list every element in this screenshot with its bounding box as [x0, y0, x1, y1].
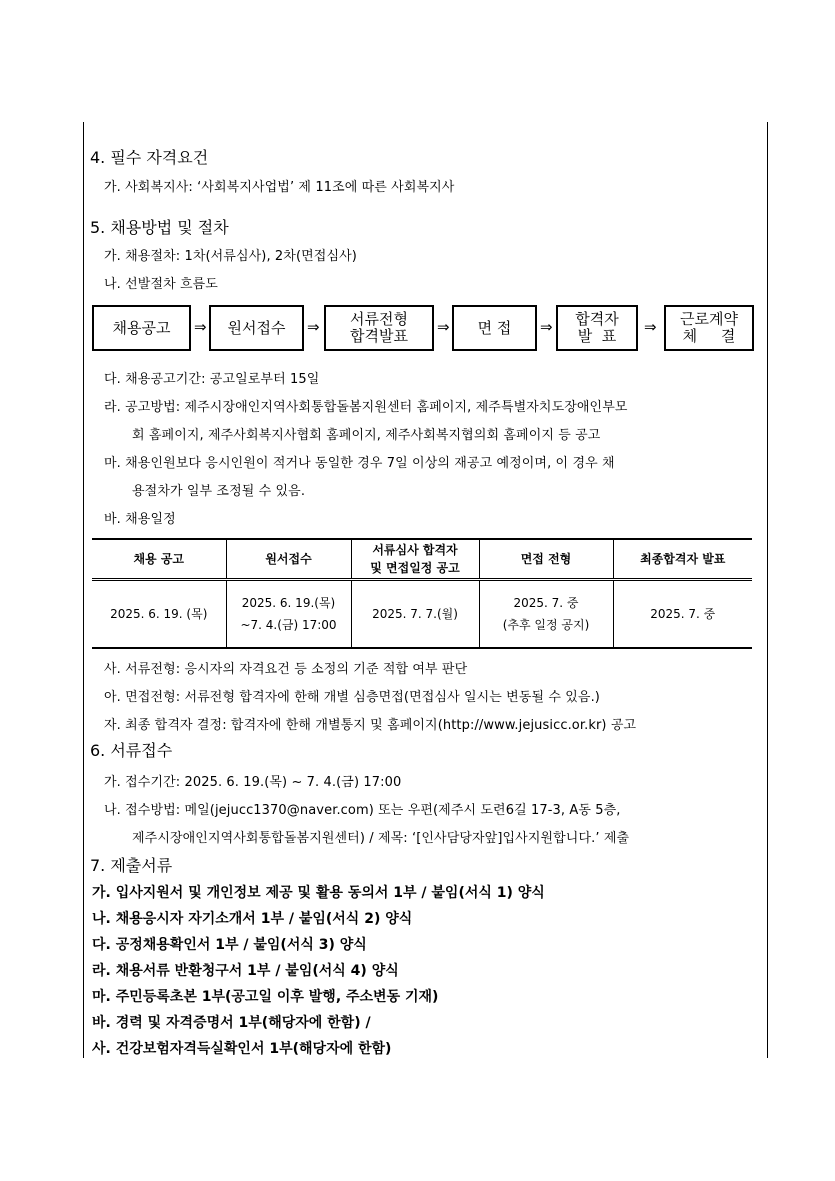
flow-step-label: 합격발표: [350, 327, 408, 345]
table-cell: 2025. 6. 19. (목): [92, 580, 226, 649]
flow-step-final-announcement: [556, 305, 638, 351]
flow-arrow-icon: ⇒: [644, 318, 657, 336]
required-document-item: 라. 채용서류 반환청구서 1부 / 붙임(서식 4) 양식: [92, 963, 399, 979]
flow-step-label: 근로계약: [680, 310, 738, 328]
table-header-cell: 채용 공고: [92, 539, 226, 580]
table-header-cell: 서류심사 합격자 및 면접일정 공고: [351, 539, 479, 580]
table-header-cell: 면접 전형: [479, 539, 613, 580]
flow-arrow-icon: ⇒: [307, 318, 320, 336]
table-row: [92, 580, 752, 649]
section-5-item: 바. 채용일정: [104, 512, 176, 527]
table-cell: 2025. 7. 중: [613, 580, 752, 649]
table-cell: 2025. 6. 19.(목) ~7. 4.(금) 17:00: [226, 580, 351, 649]
flow-arrow-icon: ⇒: [540, 318, 553, 336]
section-5-item-continued: 용절차가 일부 조정될 수 있음.: [132, 484, 306, 499]
flow-step-label: 발 표: [577, 327, 617, 345]
required-document-item: 바. 경력 및 자격증명서 1부(해당자에 한함) /: [92, 1015, 371, 1031]
flow-step-label: 체 결: [682, 327, 736, 345]
required-document-item: 다. 공정채용확인서 1부 / 붙임(서식 3) 양식: [92, 937, 367, 953]
required-document-item: 마. 주민등록초본 1부(공고일 이후 발행, 주소변동 기재): [92, 989, 439, 1005]
flow-step-contract: [664, 305, 754, 351]
flow-arrow-icon: ⇒: [194, 318, 207, 336]
section-4-item: 가. 사회복지사: ‘사회복지사업법’ 제 11조에 따른 사회복지사: [104, 180, 455, 195]
recruitment-schedule-table: [92, 538, 752, 649]
flow-step-label: 면 접: [477, 318, 512, 337]
section-6-title: 6. 서류접수: [90, 741, 173, 760]
section-5-item: 마. 채용인원보다 응시인원이 적거나 동일한 경우 7일 이상의 재공고 예정이며, 이 경우 채: [104, 456, 615, 471]
required-document-item: 가. 입사지원서 및 개인정보 제공 및 활용 동의서 1부 / 붙임(서식 1) 양식: [92, 885, 545, 901]
flow-step-label: 서류전형: [350, 310, 408, 328]
section-5-item: 아. 면접전형: 서류전형 합격자에 한해 개별 심층면접(면접심사 일시는 변동될 수 있음.): [104, 690, 600, 705]
section-7-title: 7. 제출서류: [90, 856, 173, 875]
required-document-item: 나. 채용응시자 자기소개서 1부 / 붙임(서식 2) 양식: [92, 911, 413, 927]
section-6-item-continued: 제주시장애인지역사회통합돌봄지원센터) / 제목: ‘[인사담당자앞]입사지원합니다.’ 제출: [132, 831, 630, 846]
table-header-row: [92, 539, 752, 580]
flow-step-label: 원서접수: [227, 318, 286, 337]
section-5-item: 사. 서류전형: 응시자의 자격요건 등 소정의 기준 적합 여부 판단: [104, 662, 468, 677]
flow-step-interview: [452, 305, 537, 351]
section-5-item: 자. 최종 합격자 결정: 합격자에 한해 개별통지 및 홈페이지(http://www.jejusicc.or.kr) 공고: [104, 718, 637, 733]
section-4-title: 4. 필수 자격요건: [90, 148, 209, 167]
table-cell: 2025. 7. 7.(월): [351, 580, 479, 649]
section-6-item: 가. 접수기간: 2025. 6. 19.(목) ~ 7. 4.(금) 17:00: [104, 775, 402, 790]
flow-step-label: 합격자: [575, 310, 619, 328]
table-cell: 2025. 7. 중 (추후 일정 공지): [479, 580, 613, 649]
section-5-item: 다. 채용공고기간: 공고일로부터 15일: [104, 372, 320, 387]
table-header-cell: 원서접수: [226, 539, 351, 580]
required-document-item: 사. 건강보험자격득실확인서 1부(해당자에 한함): [92, 1041, 392, 1057]
section-5-item: 가. 채용절차: 1차(서류심사), 2차(면접심사): [104, 249, 357, 264]
section-5-item: 라. 공고방법: 제주시장애인지역사회통합돌봄지원센터 홈페이지, 제주특별자치도장애인부모: [104, 400, 628, 415]
flow-step-recruit-notice: [92, 305, 191, 351]
section-5-item: 나. 선발절차 흐름도: [104, 277, 218, 292]
flow-step-application: [209, 305, 304, 351]
flow-step-label: 채용공고: [112, 318, 171, 337]
section-5-title: 5. 채용방법 및 절차: [90, 218, 229, 237]
section-6-item: 나. 접수방법: 메일(jejucc1370@naver.com) 또는 우편(제주시 도련6길 17-3, A동 5층,: [104, 803, 621, 818]
flow-arrow-icon: ⇒: [437, 318, 450, 336]
section-5-item-continued: 회 홈페이지, 제주사회복지사협회 홈페이지, 제주사회복지협의회 홈페이지 등 공고: [132, 428, 601, 443]
flow-step-document-screening: [324, 305, 434, 351]
table-header-cell: 최종합격자 발표: [613, 539, 752, 580]
